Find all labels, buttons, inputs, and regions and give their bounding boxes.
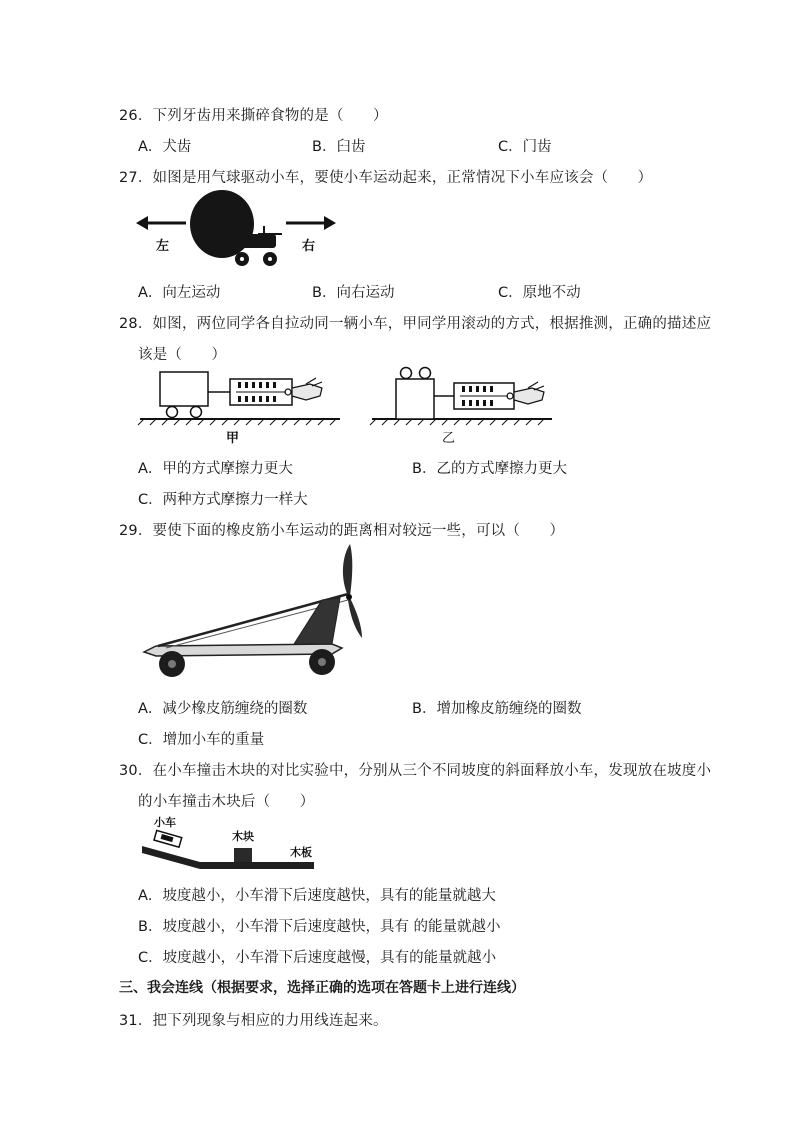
hand-icon [514,388,544,404]
rubber-band-car-figure [136,542,372,680]
right-label: 右 [302,239,316,254]
q31-stem: 31．把下列现象与相应的力用线连起来。 [119,1013,388,1029]
q30-option-c: C．坡度越小，小车滑下后速度越慢，具有的能量就越小 [138,950,497,966]
incline-experiment-figure [138,812,324,874]
q28-stem-line1: 28．如图，两位同学各自拉动同一辆小车，甲同学用滚动的方式，根据推测，正确的描述应 [119,316,712,332]
q29-option-a: A．减少橡皮筋缠绕的圈数 [138,701,308,717]
car-label: 小车 [154,816,176,829]
q26-option-b: B．臼齿 [312,139,366,155]
q27-option-c: C．原地不动 [498,285,581,301]
cart-body-icon [396,379,434,419]
left-label: 左 [156,239,170,254]
q28-option-a: A．甲的方式摩擦力更大 [138,461,293,477]
q26-stem: 26．下列牙齿用来撕碎食物的是（ ） [119,108,388,124]
block-label: 木块 [232,830,254,843]
left-arrow-icon [136,216,186,230]
q29-option-c: C．增加小车的重量 [138,732,265,748]
propeller-icon [343,544,362,638]
ramp-icon [142,846,314,869]
cart-body-icon [160,372,208,406]
section-3-heading: 三、我会连线（根据要求，选择正确的选项在答题卡上进行连线） [119,980,525,996]
q26-option-c: C．门齿 [498,139,552,155]
q27-option-a: A．向左运动 [138,285,221,301]
block-icon [234,848,252,862]
q28-option-b: B．乙的方式摩擦力更大 [412,461,567,477]
q28-stem-line2: 该是（ ） [138,347,227,363]
hand-icon [292,384,322,400]
wheel-icon [420,368,431,379]
rolling-cart-setup [138,372,340,425]
figure-label-yi: 乙 [442,431,456,446]
sliding-cart-setup [370,368,552,426]
q30-option-a: A．坡度越小，小车滑下后速度越快，具有的能量就越大 [138,888,496,904]
q27-option-b: B．向右运动 [312,285,395,301]
friction-figure [136,366,556,448]
q29-stem: 29．要使下面的橡皮筋小车运动的距离相对较远一些，可以（ ） [119,523,565,539]
board-label: 木板 [290,846,312,859]
wheel-icon [159,651,185,677]
balloon-car-figure [134,186,344,270]
q28-option-c: C．两种方式摩擦力一样大 [138,492,308,508]
wheel-icon [401,368,412,379]
wheel-icon [191,407,202,418]
wheel-icon [167,407,178,418]
support-icon [294,598,340,644]
right-arrow-icon [286,216,336,230]
q29-option-b: B．增加橡皮筋缠绕的圈数 [412,701,582,717]
figure-label-jia: 甲 [226,431,240,446]
q26-option-a: A．犬齿 [138,139,192,155]
wheel-icon [309,649,335,675]
q27-stem: 27．如图是用气球驱动小车，要使小车运动起来，正常情况下小车应该会（ ） [119,170,653,186]
q30-option-b: B．坡度越小，小车滑下后速度越快，具有 的能量就越小 [138,919,501,935]
q30-stem-line1: 30．在小车撞击木块的对比实验中，分别从三个不同坡度的斜面释放小车，发现放在坡度小 [119,763,712,779]
car-icon [154,830,182,847]
q30-stem-line2: 的小车撞击木块后（ ） [138,794,315,810]
